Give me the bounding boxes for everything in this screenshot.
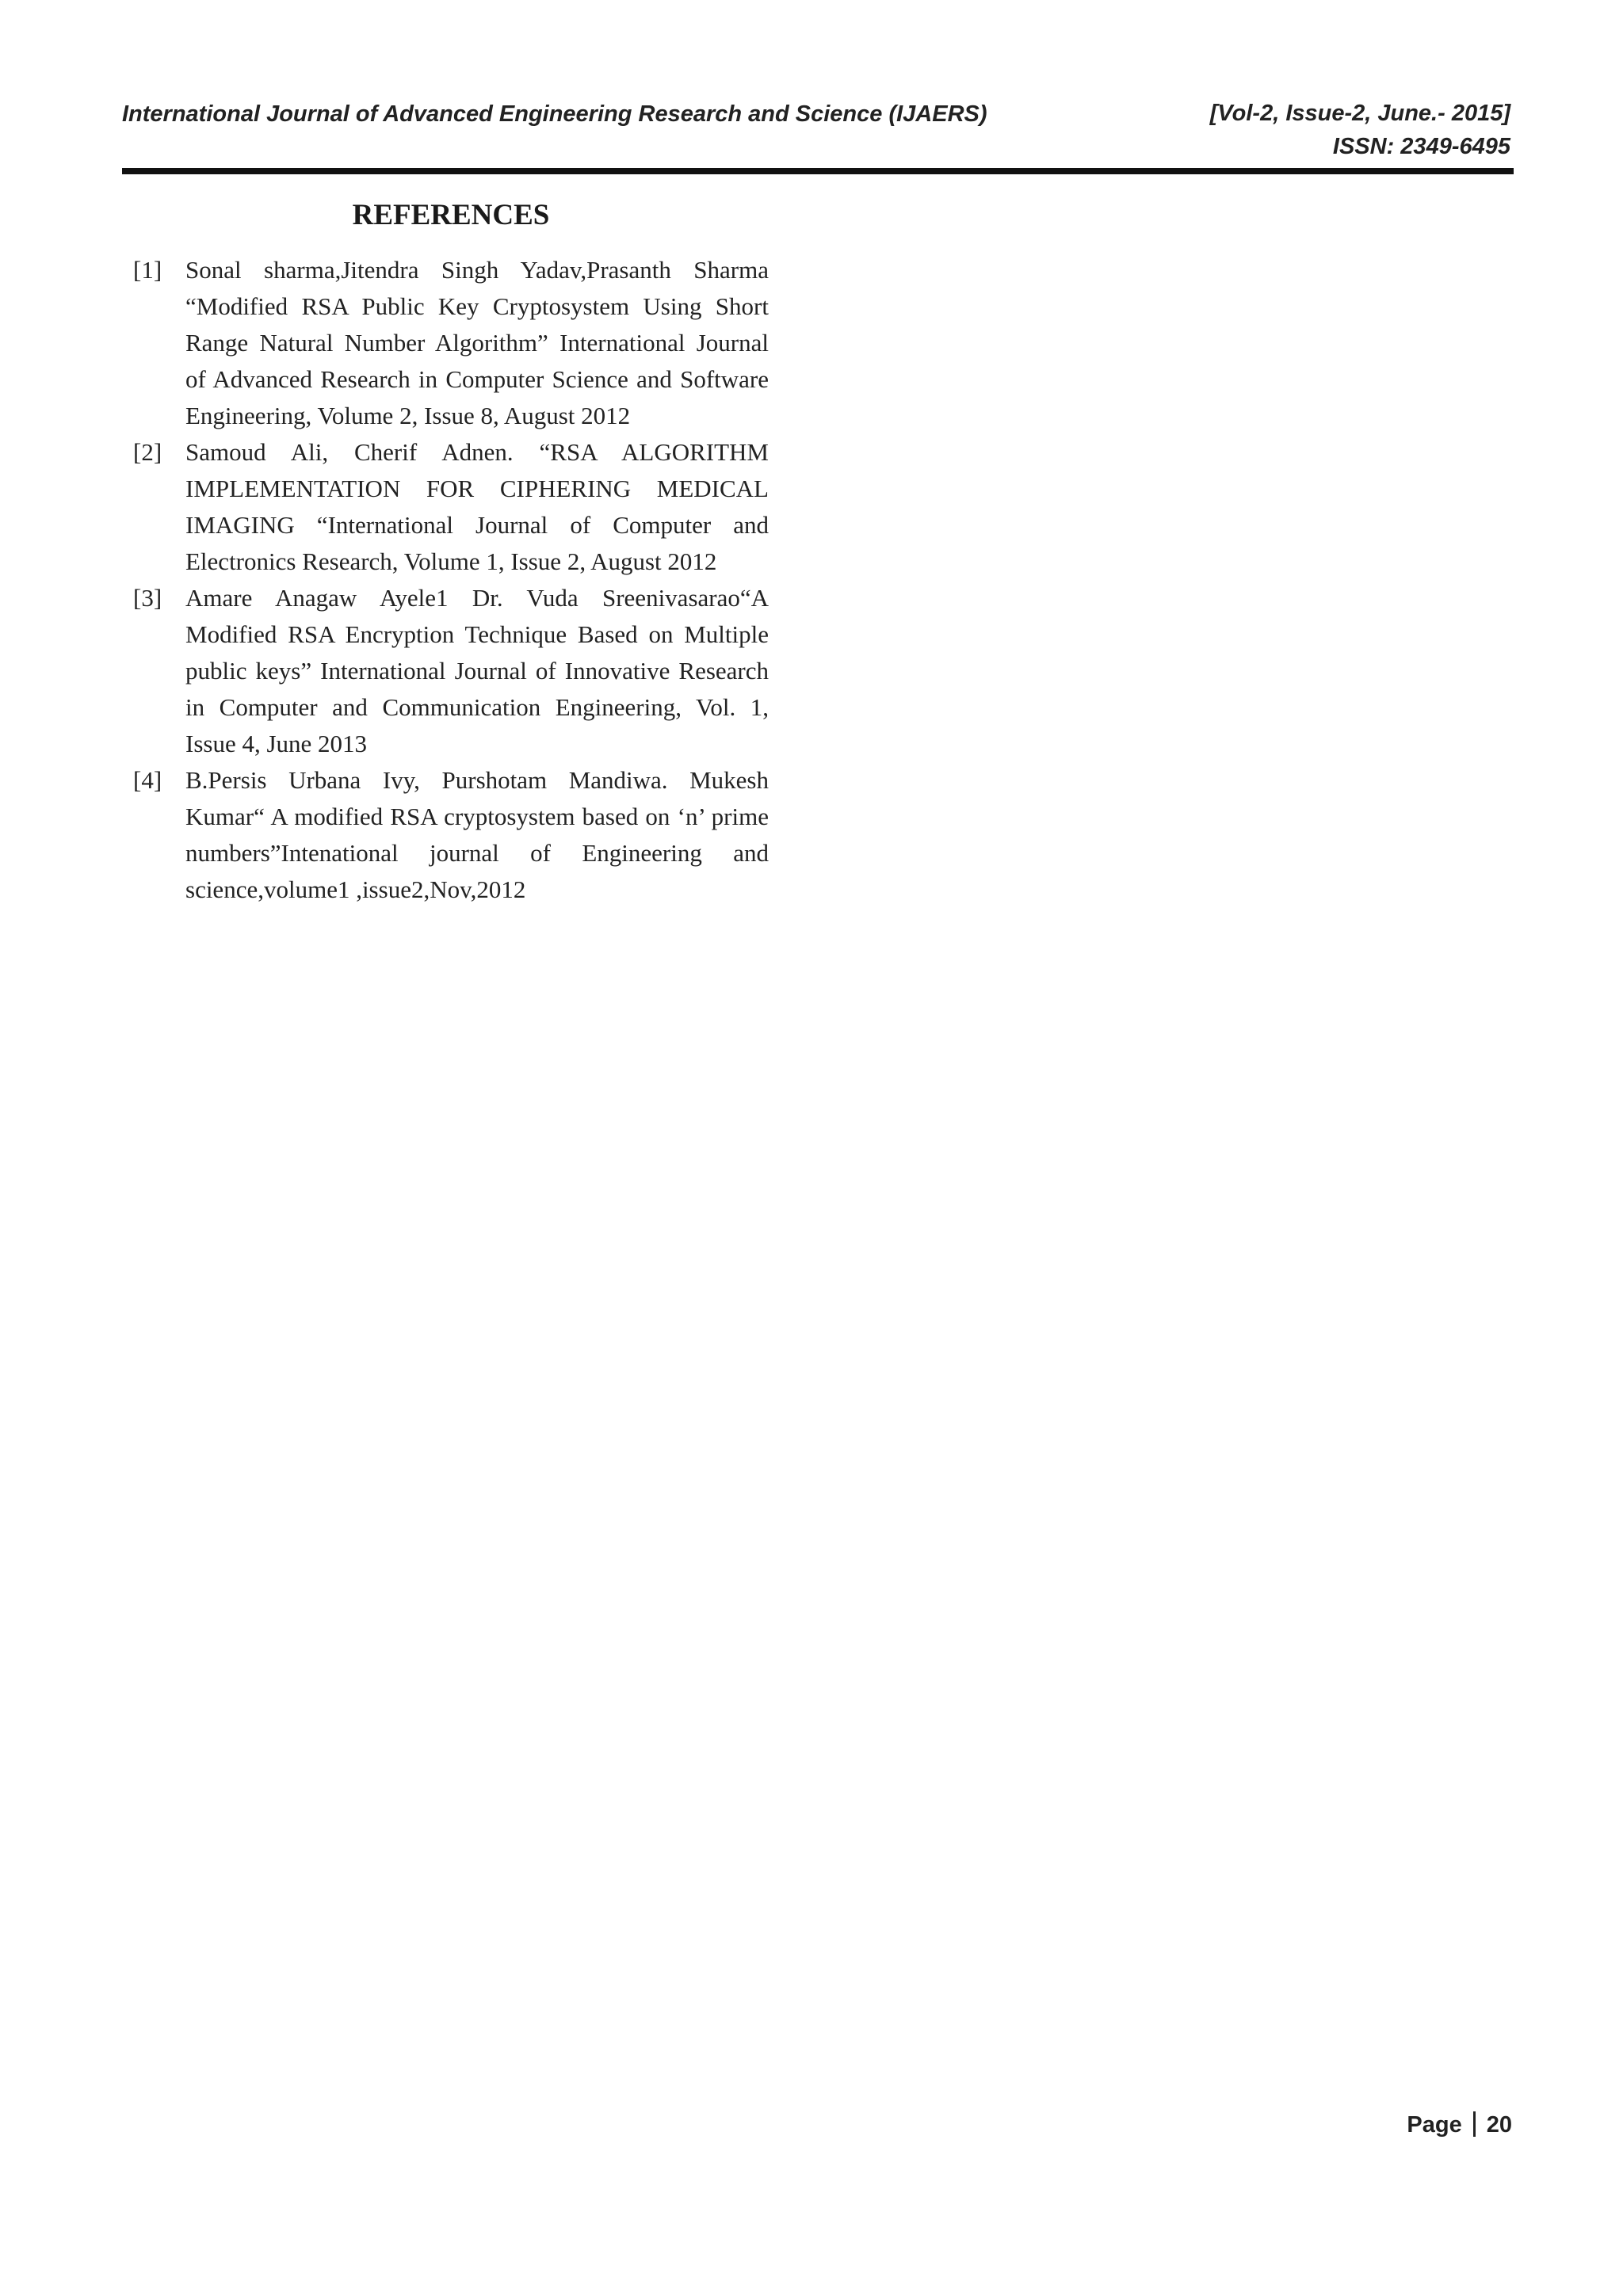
references-section (133, 190, 769, 908)
reference-number: [2] (133, 438, 162, 466)
footer-separator (1473, 2111, 1476, 2137)
issue-volume: [Vol-2, Issue-2, June.- 2015] (1209, 101, 1510, 126)
reference-item-4 (133, 762, 769, 908)
page-number: 20 (1486, 2112, 1512, 2138)
reference-number: [3] (133, 584, 162, 612)
reference-text: Samoud Ali, Cherif Adnen. “RSA ALGORITHM IMPLEMENTATION FOR CIPHERING MEDICAL IMAGING “International Journal of Computer and Electronics Research, Volume 1, Issue 2, August 2012 (185, 438, 769, 575)
page-footer (1407, 2107, 1512, 2142)
journal-title: International Journal of Advanced Engineering Research and Science (IJAERS) (122, 101, 987, 127)
references-heading: REFERENCES (352, 199, 550, 231)
reference-number: [1] (133, 256, 162, 284)
reference-text: B.Persis Urbana Ivy, Purshotam Mandiwa. Mukesh Kumar“ A modified RSA cryptosystem based on ‘n’ prime numbers”Intenational journal of Engineering and science,volume1 ,issue2,Nov,2012 (185, 766, 769, 903)
reference-item-3 (133, 580, 769, 762)
issue-info (1210, 97, 1510, 163)
reference-item-2 (133, 434, 769, 580)
reference-text: Sonal sharma,Jitendra Singh Yadav,Prasanth Sharma “Modified RSA Public Key Cryptosystem Using Short Range Natural Number Algorithm” International Journal of Advanced Research in Computer Science and Software Engineering, Volume 2, Issue 8, August 2012 (185, 256, 769, 429)
page-label: Page (1407, 2112, 1462, 2138)
page-header (122, 97, 1514, 173)
reference-text: Amare Anagaw Ayele1 Dr. Vuda Sreenivasarao“A Modified RSA Encryption Technique Based on Multiple public keys” International Journal of Innovative Research in Computer and Communication Engineering, Vol. 1, Issue 4, June 2013 (185, 584, 769, 757)
issn: ISSN: 2349-6495 (1332, 134, 1510, 159)
reference-item-1 (133, 252, 769, 434)
reference-list (133, 252, 769, 908)
reference-number: [4] (133, 766, 162, 794)
header-divider (122, 168, 1514, 174)
